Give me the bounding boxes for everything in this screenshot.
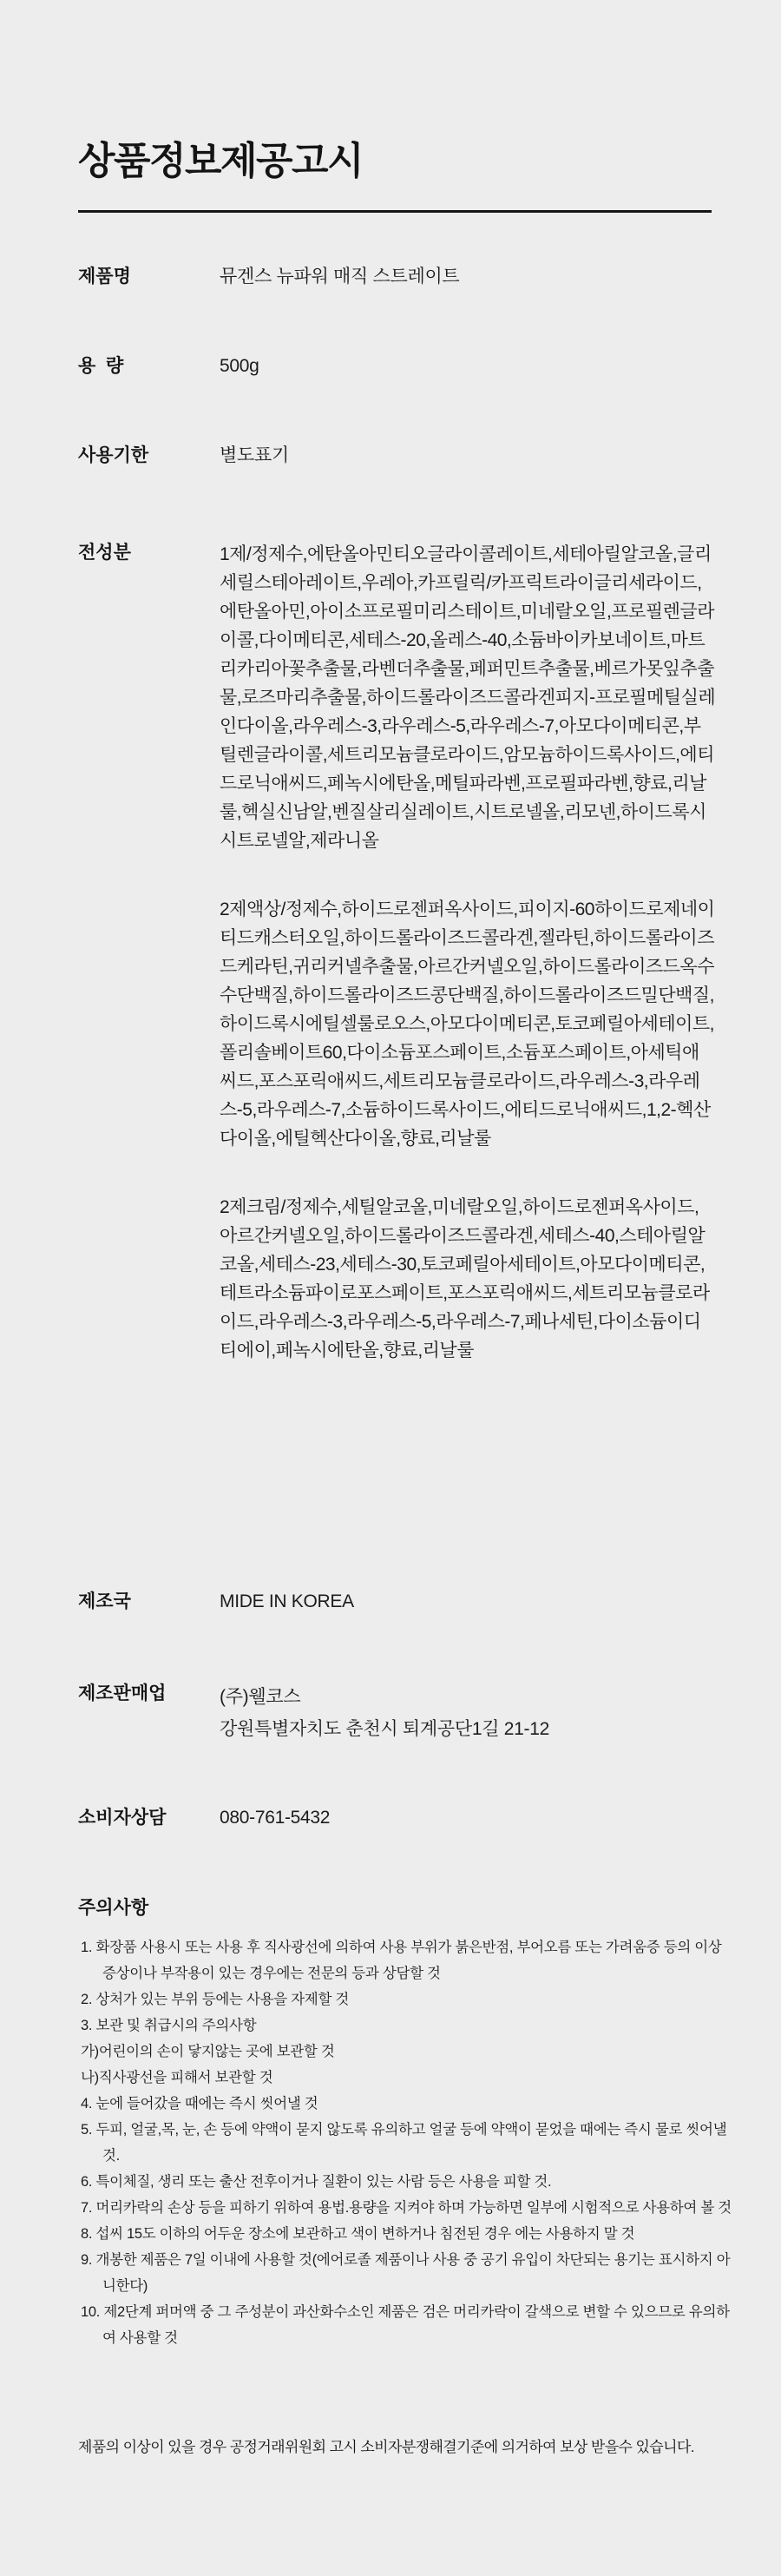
origin-label: 제조국 [78,1591,131,1611]
ingredients-phase2-cream: 2제크림/정제수,세틸알코올,미네랄오일,하이드로젠퍼옥사이드,아르간커넬오일,하이드롤라이즈드콜라겐,세테스-40,스테아릴알코올,세테스-23,세테스-30,토코페릴아세테이트,아모다이메티콘,테트라소듐파이로포스페이트,포스포릭애씨드,세트리모늄클로라이드,라우레스-3,라우레스-5,라우레스-7,페나세틴,다이소듐이디티에이,페녹시에탄올,향료,리날룰 [220,1197,710,1360]
volume-label: 용 량 [78,356,124,376]
title-underline [78,210,712,213]
precaution-subitem: 가)어린이의 손이 닿지않는 곳에 보관할 것 [81,2044,335,2059]
maker-label: 제조판매업 [78,1683,167,1703]
page-title: 상품정보제공고시 [78,140,364,182]
precaution-item: 3. 보관 및 취급시의 주의사항 [81,2018,257,2033]
expiry-value: 별도표기 [220,445,289,465]
expiry-label: 사용기한 [78,445,149,465]
maker-value [220,1681,716,1745]
precaution-item: 5. 두피, 얼굴,목, 눈, 손 등에 약액이 묻지 않도록 유의하고 얼굴 등에 약액이 묻었을 때에는 즉시 물로 씻어낼 것. [81,2122,727,2164]
consumer-contact-value: 080-761-5432 [220,1808,331,1828]
consumer-contact-label: 소비자상담 [78,1808,167,1828]
precaution-item: 1. 화장품 사용시 또는 사용 후 직사광선에 의하여 사용 부위가 붉은반점, 부어오름 또는 가려움증 등의 이상 증상이나 부작용이 있는 경우에는 전문의 등과 상담할 것 [81,1940,722,1981]
maker-address: 강원특별자치도 춘천시 퇴계공단1길 21-12 [220,1719,549,1739]
precaution-item: 2. 상처가 있는 부위 등에는 사용을 자제할 것 [81,1992,350,2007]
volume-value: 500g [220,356,259,376]
ingredients-label: 전성분 [78,543,131,563]
compensation-notice: 제품의 이상이 있을 경우 공정거래위원회 고시 소비자분쟁해결기준에 의거하여 보상 받을수 있습니다. [78,2439,694,2455]
precaution-item: 4. 눈에 들어갔을 때에는 즉시 씻어낼 것 [81,2096,318,2112]
ingredients-text [220,540,716,1365]
precaution-subitem: 나)직사광선을 피해서 보관할 것 [81,2070,273,2085]
maker-company: (주)웰코스 [220,1687,301,1707]
origin-value: MIDE IN KOREA [220,1591,354,1611]
precaution-item: 9. 개봉한 제품은 7일 이내에 사용할 것(에어로졸 제품이나 사용 중 공기 유입이 차단되는 용기는 표시하지 아니한다) [81,2252,731,2294]
precautions-heading: 주의사항 [78,1898,149,1918]
precaution-item: 10. 제2단계 퍼머액 중 그 주성분이 과산화수소인 제품은 검은 머리카락이 갈색으로 변할 수 있으므로 유의하여 사용할 것 [81,2304,730,2346]
precaution-item: 6. 특이체질, 생리 또는 출산 전후이거나 질환이 있는 사람 등은 사용을 피할 것. [81,2174,552,2190]
ingredients-phase1: 1제/정제수,에탄올아민티오글라이콜레이트,세테아릴알코올,글리세릴스테아레이트,우레아,카프릴릭/카프릭트라이글리세라이드,에탄올아민,아이소프로필미리스테이트,미네랄오일,프로필렌글라이콜,다이메티콘,세테스-20,올레스-40,소듐바이카보네이트,마트리카리아꽃추출물,라벤더추출물,페퍼민트추출물,베르가못잎추출물,로즈마리추출물,하이드롤라이즈드콜라겐피지-프로필메틸실레인다이올,라우레스-3,라우레스-5,라우레스-7,아모다이메티콘,부틸렌글라이콜,세트리모늄클로라이드,암모늄하이드록사이드,에티드로닉애씨드,페녹시에탄올,메틸파라벤,프로필파라벤,향료,리날룰,헥실신남알,벤질살리실레이트,시트로넬올,리모넨,하이드록시시트로넬알,제라니올 [220,544,716,851]
ingredients-phase2-liquid: 2제액상/정제수,하이드로젠퍼옥사이드,피이지-60하이드로제네이티드캐스터오일,하이드롤라이즈드콜라겐,젤라틴,하이드롤라이즈드케라틴,귀리커넬추출물,아르간커넬오일,하이드롤라이즈드옥수수단백질,하이드롤라이즈드콩단백질,하이드롤라이즈드밀단백질,하이드록시에틸셀룰로오스,아모다이메티콘,토코페릴아세테이트,폴리솔베이트60,다이소듐포스페이트,소듐포스페이트,아세틱애씨드,포스포릭애씨드,세트리모늄클로라이드,라우레스-3,라우레스-5,라우레스-7,소듐하이드록사이드,에티드로닉애씨드,1,2-헥산다이올,에틸헥산다이올,향료,리날룰 [220,899,715,1149]
precautions-list [81,1934,733,2351]
product-name-value: 뮤겐스 뉴파워 매직 스트레이트 [220,267,460,287]
precaution-item: 7. 머리카락의 손상 등을 피하기 위하여 용법.용량을 지켜야 하며 가능하면 일부에 시험적으로 사용하여 볼 것 [81,2200,732,2216]
precaution-item: 8. 섭씨 15도 이하의 어두운 장소에 보관하고 색이 변하거나 침전된 경우 에는 사용하지 말 것 [81,2226,635,2242]
product-name-label: 제품명 [78,267,131,287]
